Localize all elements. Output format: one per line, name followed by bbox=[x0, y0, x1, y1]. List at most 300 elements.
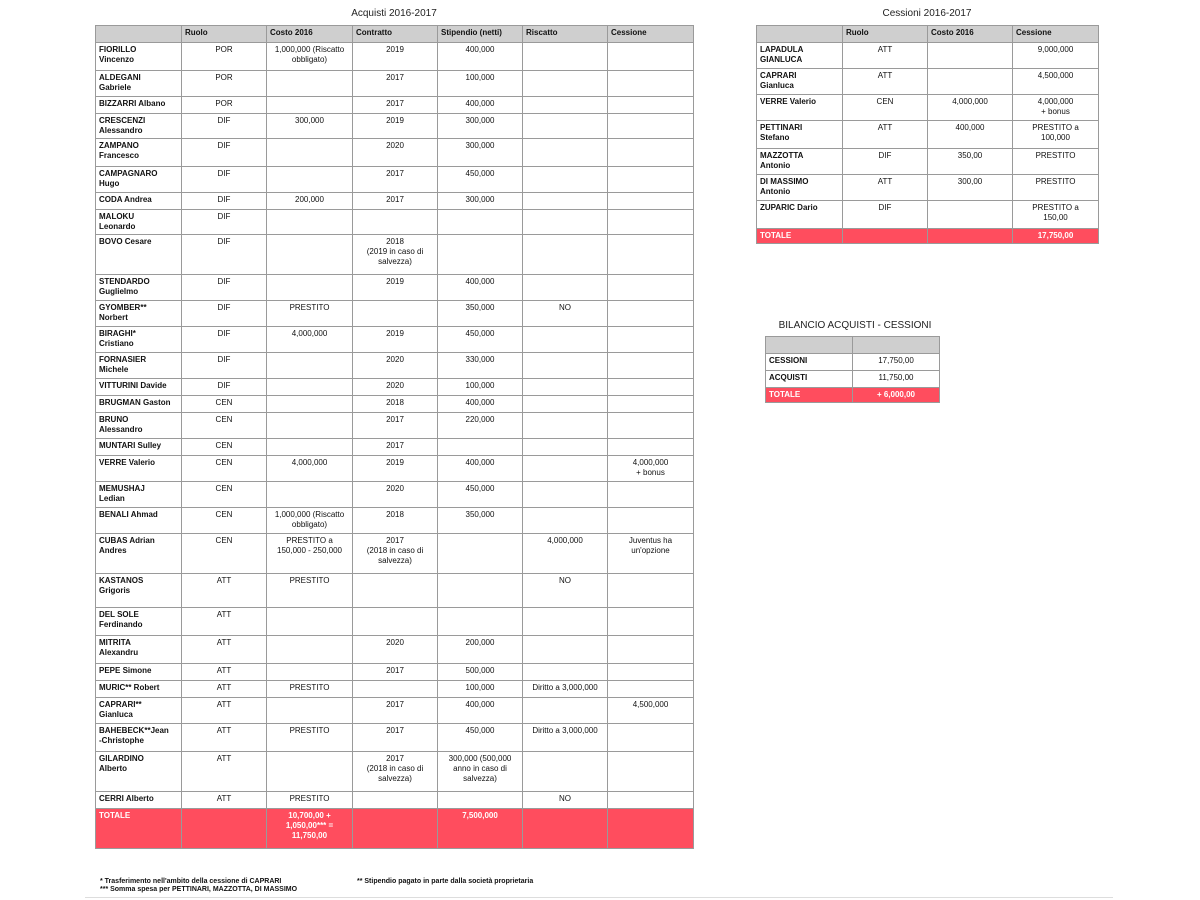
table-cell: 400,000 bbox=[438, 456, 523, 482]
table-cell bbox=[608, 752, 694, 792]
bilancio-header-empty bbox=[766, 337, 853, 354]
table-cell bbox=[608, 664, 694, 681]
table-cell: ATT bbox=[182, 608, 267, 636]
table-cell: ATT bbox=[843, 175, 928, 201]
player-name: PEPE Simone bbox=[96, 664, 182, 681]
table-cell bbox=[523, 43, 608, 71]
total-cell bbox=[843, 229, 928, 244]
column-header: Ruolo bbox=[843, 26, 928, 43]
player-name: BIRAGHI* Cristiano bbox=[96, 327, 182, 353]
table-cell bbox=[608, 439, 694, 456]
table-row bbox=[96, 43, 694, 71]
table-cell: POR bbox=[182, 97, 267, 114]
table-cell: 2020 bbox=[353, 379, 438, 396]
table-cell: ATT bbox=[182, 792, 267, 809]
table-cell: DIF bbox=[182, 275, 267, 301]
table-cell bbox=[353, 301, 438, 327]
table-cell bbox=[608, 275, 694, 301]
table-row bbox=[96, 508, 694, 534]
table-cell: 2019 bbox=[353, 327, 438, 353]
total-label: TOTALE bbox=[757, 229, 843, 244]
player-name: BAHEBECK**Jean -Christophe bbox=[96, 724, 182, 752]
table-cell: PRESTITO bbox=[1013, 149, 1099, 175]
table-cell bbox=[608, 413, 694, 439]
player-name: MEMUSHAJ Ledian bbox=[96, 482, 182, 508]
table-cell bbox=[608, 301, 694, 327]
table-row bbox=[96, 139, 694, 167]
table-cell: 300,000 bbox=[438, 193, 523, 210]
total-cell bbox=[182, 809, 267, 849]
player-name: MAZZOTTA Antonio bbox=[757, 149, 843, 175]
table-cell bbox=[523, 439, 608, 456]
table-cell bbox=[608, 235, 694, 275]
balance-value: 17,750,00 bbox=[853, 354, 940, 371]
table-cell: PRESTITO bbox=[267, 792, 353, 809]
table-cell bbox=[608, 71, 694, 97]
table-row bbox=[757, 95, 1099, 121]
table-cell bbox=[267, 167, 353, 193]
table-cell: 450,000 bbox=[438, 724, 523, 752]
table-cell bbox=[353, 681, 438, 698]
table-cell: ATT bbox=[182, 681, 267, 698]
table-row bbox=[96, 574, 694, 608]
table-cell: 4,000,000 bbox=[267, 327, 353, 353]
table-cell bbox=[523, 353, 608, 379]
table-cell: PRESTITO a 150,000 - 250,000 bbox=[267, 534, 353, 574]
table-cell bbox=[267, 379, 353, 396]
table-cell: 400,000 bbox=[438, 396, 523, 413]
table-cell: DIF bbox=[182, 353, 267, 379]
table-row bbox=[757, 201, 1099, 229]
table-cell: 2017 bbox=[353, 193, 438, 210]
total-cell: 10,700,00 + 1,050,00*** = 11,750,00 bbox=[267, 809, 353, 849]
table-cell bbox=[523, 508, 608, 534]
table-cell: 330,000 bbox=[438, 353, 523, 379]
table-cell: 4,500,000 bbox=[1013, 69, 1099, 95]
player-name: BENALI Ahmad bbox=[96, 508, 182, 534]
table-cell: NO bbox=[523, 574, 608, 608]
column-header: Costo 2016 bbox=[267, 26, 353, 43]
table-cell: PRESTITO bbox=[267, 301, 353, 327]
table-cell: 2019 bbox=[353, 43, 438, 71]
table-row bbox=[757, 69, 1099, 95]
table-cell: 300,000 bbox=[267, 114, 353, 139]
table-cell: ATT bbox=[182, 574, 267, 608]
balance-label: CESSIONI bbox=[766, 354, 853, 371]
table-cell bbox=[353, 210, 438, 235]
table-cell: CEN bbox=[182, 482, 267, 508]
table-cell: CEN bbox=[182, 439, 267, 456]
table-cell: ATT bbox=[182, 664, 267, 681]
column-header: Cessione bbox=[1013, 26, 1099, 43]
table-cell: 4,000,000 + bonus bbox=[608, 456, 694, 482]
table-row bbox=[96, 97, 694, 114]
table-cell: DIF bbox=[182, 301, 267, 327]
balance-value: 11,750,00 bbox=[853, 371, 940, 388]
table-cell bbox=[608, 193, 694, 210]
table-cell: DIF bbox=[182, 193, 267, 210]
total-cell bbox=[608, 809, 694, 849]
table-cell: 300,000 (500,000 anno in caso di salvezza) bbox=[438, 752, 523, 792]
bilancio-header-empty bbox=[853, 337, 940, 354]
table-cell: 300,000 bbox=[438, 139, 523, 167]
table-cell bbox=[608, 608, 694, 636]
table-cell bbox=[608, 396, 694, 413]
column-header bbox=[757, 26, 843, 43]
table-cell: 200,000 bbox=[438, 636, 523, 664]
table-cell: PRESTITO bbox=[1013, 175, 1099, 201]
player-name: BIZZARRI Albano bbox=[96, 97, 182, 114]
cessioni-title: Cessioni 2016-2017 bbox=[882, 8, 972, 19]
table-cell: 400,000 bbox=[928, 121, 1013, 149]
column-header: Costo 2016 bbox=[928, 26, 1013, 43]
table-cell: 500,000 bbox=[438, 664, 523, 681]
table-cell bbox=[267, 139, 353, 167]
table-row bbox=[96, 482, 694, 508]
player-name: ZAMPANO Francesco bbox=[96, 139, 182, 167]
table-cell bbox=[267, 396, 353, 413]
table-cell bbox=[438, 439, 523, 456]
table-cell: 1,000,000 (Riscatto obbligato) bbox=[267, 43, 353, 71]
table-cell: 200,000 bbox=[267, 193, 353, 210]
table-cell: ATT bbox=[843, 69, 928, 95]
table-row bbox=[96, 275, 694, 301]
player-name: CRESCENZI Alessandro bbox=[96, 114, 182, 139]
total-row bbox=[96, 809, 694, 849]
table-cell bbox=[438, 534, 523, 574]
table-cell: NO bbox=[523, 301, 608, 327]
table-row bbox=[757, 149, 1099, 175]
player-name: CAPRARI Gianluca bbox=[757, 69, 843, 95]
table-cell: CEN bbox=[843, 95, 928, 121]
table-cell bbox=[353, 608, 438, 636]
total-cell: 7,500,000 bbox=[438, 809, 523, 849]
table-cell: CEN bbox=[182, 456, 267, 482]
table-cell: 2017 bbox=[353, 698, 438, 724]
total-row bbox=[757, 229, 1099, 244]
table-row bbox=[96, 413, 694, 439]
table-cell: ATT bbox=[182, 698, 267, 724]
table-cell: 450,000 bbox=[438, 167, 523, 193]
column-header: Contratto bbox=[353, 26, 438, 43]
table-cell: 2019 bbox=[353, 275, 438, 301]
table-cell bbox=[438, 608, 523, 636]
table-cell: ATT bbox=[843, 43, 928, 69]
acquisti-title: Acquisti 2016-2017 bbox=[351, 8, 437, 19]
acquisti-table bbox=[95, 25, 694, 849]
table-row bbox=[96, 439, 694, 456]
table-cell: POR bbox=[182, 43, 267, 71]
table-cell bbox=[608, 574, 694, 608]
table-cell: 2017 bbox=[353, 664, 438, 681]
table-cell: 220,000 bbox=[438, 413, 523, 439]
table-cell: 4,000,000 bbox=[523, 534, 608, 574]
table-cell: 4,000,000 bbox=[267, 456, 353, 482]
player-name: STENDARDO Guglielmo bbox=[96, 275, 182, 301]
table-cell: CEN bbox=[182, 396, 267, 413]
table-cell: 2017 (2018 in caso di salvezza) bbox=[353, 752, 438, 792]
table-cell: DIF bbox=[182, 327, 267, 353]
table-cell bbox=[523, 413, 608, 439]
player-name: FIORILLO Vincenzo bbox=[96, 43, 182, 71]
table-cell: CEN bbox=[182, 534, 267, 574]
table-cell: 450,000 bbox=[438, 327, 523, 353]
table-cell: NO bbox=[523, 792, 608, 809]
player-name: CUBAS Adrian Andres bbox=[96, 534, 182, 574]
table-cell bbox=[523, 114, 608, 139]
table-cell: PRESTITO bbox=[267, 574, 353, 608]
table-row bbox=[96, 534, 694, 574]
player-name: PETTINARI Stefano bbox=[757, 121, 843, 149]
table-cell bbox=[608, 97, 694, 114]
total-cell bbox=[353, 809, 438, 849]
table-cell: 2017 bbox=[353, 439, 438, 456]
table-cell: POR bbox=[182, 71, 267, 97]
table-cell: DIF bbox=[182, 210, 267, 235]
player-name: CAMPAGNARO Hugo bbox=[96, 167, 182, 193]
table-row bbox=[96, 681, 694, 698]
table-cell: 100,000 bbox=[438, 71, 523, 97]
table-cell bbox=[608, 43, 694, 71]
table-row bbox=[96, 379, 694, 396]
player-name: CODA Andrea bbox=[96, 193, 182, 210]
table-cell: 2020 bbox=[353, 353, 438, 379]
table-row bbox=[757, 175, 1099, 201]
table-row bbox=[96, 752, 694, 792]
table-cell bbox=[523, 97, 608, 114]
table-cell: DIF bbox=[182, 139, 267, 167]
player-name: CERRI Alberto bbox=[96, 792, 182, 809]
table-cell bbox=[267, 275, 353, 301]
total-label: TOTALE bbox=[766, 388, 853, 403]
total-label: TOTALE bbox=[96, 809, 182, 849]
player-name: DI MASSIMO Antonio bbox=[757, 175, 843, 201]
table-cell bbox=[267, 636, 353, 664]
table-cell bbox=[523, 752, 608, 792]
table-row bbox=[96, 396, 694, 413]
divider bbox=[85, 897, 1113, 898]
total-cell bbox=[523, 809, 608, 849]
table-row bbox=[96, 724, 694, 752]
table-cell: DIF bbox=[843, 201, 928, 229]
table-cell: 350,00 bbox=[928, 149, 1013, 175]
table-cell bbox=[523, 210, 608, 235]
table-cell bbox=[928, 69, 1013, 95]
player-name: ZUPARIC Dario bbox=[757, 201, 843, 229]
table-cell: 400,000 bbox=[438, 97, 523, 114]
bilancio-body bbox=[766, 354, 940, 403]
table-cell bbox=[438, 792, 523, 809]
bilancio-title: BILANCIO ACQUISTI - CESSIONI bbox=[778, 320, 932, 331]
table-row bbox=[96, 636, 694, 664]
player-name: GYOMBER** Norbert bbox=[96, 301, 182, 327]
table-cell: ATT bbox=[182, 724, 267, 752]
table-cell: DIF bbox=[182, 114, 267, 139]
table-cell bbox=[608, 508, 694, 534]
footnote-3: *** Somma spesa per PETTINARI, MAZZOTTA, DI MASSIMO bbox=[100, 886, 298, 893]
total-row bbox=[766, 388, 940, 403]
table-cell: 350,000 bbox=[438, 301, 523, 327]
player-name: BOVO Cesare bbox=[96, 235, 182, 275]
table-cell: ATT bbox=[182, 752, 267, 792]
table-cell: 350,000 bbox=[438, 508, 523, 534]
table-cell bbox=[608, 681, 694, 698]
table-cell bbox=[523, 193, 608, 210]
table-cell: CEN bbox=[182, 508, 267, 534]
table-cell bbox=[267, 752, 353, 792]
player-name: ALDEGANI Gabriele bbox=[96, 71, 182, 97]
table-cell: Diritto a 3,000,000 bbox=[523, 724, 608, 752]
footnotes bbox=[100, 878, 297, 894]
table-cell: 2017 bbox=[353, 413, 438, 439]
table-cell: 4,000,000 + bonus bbox=[1013, 95, 1099, 121]
table-cell bbox=[438, 235, 523, 275]
table-row bbox=[96, 698, 694, 724]
table-cell bbox=[523, 698, 608, 724]
table-row bbox=[96, 327, 694, 353]
player-name: VITTURINI Davide bbox=[96, 379, 182, 396]
table-cell: DIF bbox=[182, 379, 267, 396]
table-cell: 2020 bbox=[353, 482, 438, 508]
table-cell: PRESTITO a 150,00 bbox=[1013, 201, 1099, 229]
cessioni-body bbox=[757, 43, 1099, 244]
table-cell bbox=[267, 608, 353, 636]
table-cell: PRESTITO a 100,000 bbox=[1013, 121, 1099, 149]
player-name: LAPADULA GIANLUCA bbox=[757, 43, 843, 69]
table-row bbox=[96, 664, 694, 681]
table-cell bbox=[438, 574, 523, 608]
table-cell: PRESTITO bbox=[267, 681, 353, 698]
table-cell: 2018 bbox=[353, 508, 438, 534]
cessioni-header-row bbox=[757, 26, 1099, 43]
table-cell bbox=[523, 167, 608, 193]
column-header bbox=[96, 26, 182, 43]
total-cell bbox=[928, 229, 1013, 244]
table-row bbox=[96, 792, 694, 809]
table-cell bbox=[608, 114, 694, 139]
table-cell bbox=[267, 664, 353, 681]
table-cell bbox=[608, 636, 694, 664]
player-name: FORNASIER Michele bbox=[96, 353, 182, 379]
table-cell: CEN bbox=[182, 413, 267, 439]
table-cell bbox=[267, 439, 353, 456]
table-cell: 300,000 bbox=[438, 114, 523, 139]
player-name: BRUNO Alessandro bbox=[96, 413, 182, 439]
balance-label: ACQUISTI bbox=[766, 371, 853, 388]
footnote-2: ** Stipendio pagato in parte dalla società proprietaria bbox=[357, 878, 534, 885]
total-cell: 17,750,00 bbox=[1013, 229, 1099, 244]
table-cell: 9,000,000 bbox=[1013, 43, 1099, 69]
table-row bbox=[96, 456, 694, 482]
column-header: Ruolo bbox=[182, 26, 267, 43]
table-cell bbox=[608, 724, 694, 752]
total-cell: + 6,000,00 bbox=[853, 388, 940, 403]
player-name: MUNTARI Sulley bbox=[96, 439, 182, 456]
table-row bbox=[766, 371, 940, 388]
table-cell bbox=[523, 456, 608, 482]
table-cell bbox=[353, 792, 438, 809]
table-cell: 2018 bbox=[353, 396, 438, 413]
table-row bbox=[96, 353, 694, 379]
table-cell: PRESTITO bbox=[267, 724, 353, 752]
table-row bbox=[96, 301, 694, 327]
column-header: Stipendio (netti) bbox=[438, 26, 523, 43]
table-cell: 400,000 bbox=[438, 275, 523, 301]
table-cell bbox=[608, 353, 694, 379]
player-name: MALOKU Leonardo bbox=[96, 210, 182, 235]
table-cell: 2017 bbox=[353, 71, 438, 97]
table-cell bbox=[523, 71, 608, 97]
table-cell: 100,000 bbox=[438, 681, 523, 698]
player-name: MURIC** Robert bbox=[96, 681, 182, 698]
table-cell: ATT bbox=[182, 636, 267, 664]
table-cell bbox=[608, 167, 694, 193]
table-cell: 4,500,000 bbox=[608, 698, 694, 724]
table-row bbox=[757, 43, 1099, 69]
table-cell bbox=[267, 210, 353, 235]
footnote-1: * Trasferimento nell'ambito della cessione di CAPRARI bbox=[100, 878, 282, 885]
table-cell bbox=[608, 210, 694, 235]
table-cell: 100,000 bbox=[438, 379, 523, 396]
player-name: VERRE Valerio bbox=[96, 456, 182, 482]
table-cell bbox=[267, 353, 353, 379]
table-cell bbox=[523, 379, 608, 396]
table-cell: 450,000 bbox=[438, 482, 523, 508]
table-cell bbox=[267, 482, 353, 508]
table-cell: 2020 bbox=[353, 636, 438, 664]
table-cell bbox=[608, 792, 694, 809]
table-cell bbox=[267, 235, 353, 275]
table-cell bbox=[267, 71, 353, 97]
table-cell: 2018 (2019 in caso di salvezza) bbox=[353, 235, 438, 275]
table-cell bbox=[608, 139, 694, 167]
table-cell: 2017 bbox=[353, 97, 438, 114]
table-cell: 2017 (2018 in caso di salvezza) bbox=[353, 534, 438, 574]
player-name: BRUGMAN Gaston bbox=[96, 396, 182, 413]
table-row bbox=[96, 193, 694, 210]
table-cell: 300,00 bbox=[928, 175, 1013, 201]
table-cell bbox=[523, 275, 608, 301]
table-cell bbox=[267, 97, 353, 114]
table-row bbox=[757, 121, 1099, 149]
table-cell: 1,000,000 (Riscatto obbligato) bbox=[267, 508, 353, 534]
table-cell bbox=[523, 327, 608, 353]
table-row bbox=[766, 354, 940, 371]
player-name: KASTANOS Grigoris bbox=[96, 574, 182, 608]
table-cell bbox=[267, 413, 353, 439]
table-cell: 2017 bbox=[353, 724, 438, 752]
table-cell bbox=[608, 327, 694, 353]
table-row bbox=[96, 235, 694, 275]
table-cell bbox=[523, 608, 608, 636]
table-cell: 2020 bbox=[353, 139, 438, 167]
player-name: DEL SOLE Ferdinando bbox=[96, 608, 182, 636]
table-cell bbox=[608, 379, 694, 396]
table-cell: DIF bbox=[182, 235, 267, 275]
table-cell bbox=[608, 482, 694, 508]
table-cell: 2019 bbox=[353, 456, 438, 482]
bilancio-header-row bbox=[766, 337, 940, 354]
table-cell bbox=[353, 574, 438, 608]
column-header: Riscatto bbox=[523, 26, 608, 43]
table-row bbox=[96, 114, 694, 139]
table-cell: 2017 bbox=[353, 167, 438, 193]
table-cell bbox=[523, 139, 608, 167]
acquisti-header-row bbox=[96, 26, 694, 43]
table-cell: 2019 bbox=[353, 114, 438, 139]
table-cell: 400,000 bbox=[438, 698, 523, 724]
table-cell: Juventus ha un'opzione bbox=[608, 534, 694, 574]
